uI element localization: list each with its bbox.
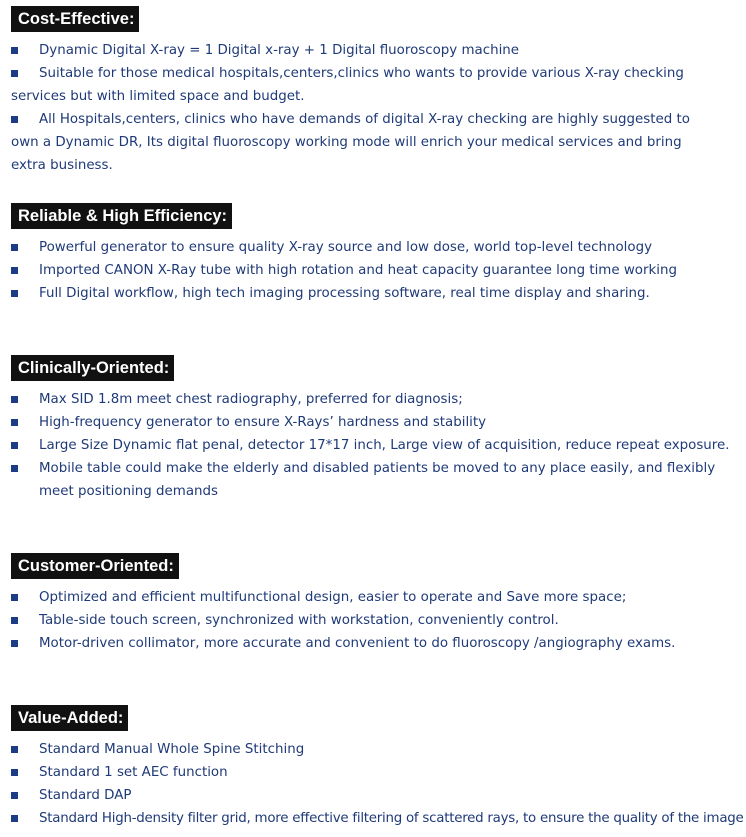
list-item — [11, 259, 736, 282]
square-bullet-icon — [11, 746, 18, 753]
list-item-text: Imported CANON X-Ray tube with high rotation and heat capacity guarantee long time working — [39, 263, 677, 278]
square-bullet-icon — [11, 769, 18, 776]
list-item-text: Full Digital workflow, high tech imaging processing software, real time display and sharing. — [39, 286, 650, 301]
square-bullet-icon — [11, 465, 18, 472]
square-bullet-icon — [11, 815, 18, 822]
list-item-text: Table-side touch screen, synchronized with workstation, conveniently control. — [39, 613, 559, 628]
square-bullet-icon — [11, 47, 18, 54]
list-item — [11, 457, 736, 503]
list-item — [11, 761, 736, 784]
square-bullet-icon — [11, 617, 18, 624]
list-item-text: Dynamic Digital X-ray = 1 Digital x-ray + 1 Digital fluoroscopy machine — [39, 43, 520, 58]
square-bullet-icon — [11, 640, 18, 647]
square-bullet-icon — [11, 419, 18, 426]
list-item — [11, 784, 736, 807]
square-bullet-icon — [11, 70, 18, 77]
list-item — [11, 807, 744, 830]
list-item-text: Standard DAP — [39, 788, 132, 803]
square-bullet-icon — [11, 116, 18, 123]
list-item — [11, 738, 736, 761]
list-item-text: Motor-driven collimator, more accurate and convenient to do fluoroscopy /angiography exams. — [39, 636, 676, 651]
list-item — [11, 632, 736, 655]
list-item-text: Max SID 1.8m meet chest radiography, preferred for diagnosis; — [39, 392, 463, 407]
list-item — [11, 586, 736, 609]
list-item-text: Powerful generator to ensure quality X-ray source and low dose, world top-level technology — [39, 240, 652, 255]
section-heading: Reliable & High Efficiency: — [11, 203, 232, 229]
list-item-text: Standard 1 set AEC function — [39, 765, 228, 780]
feature-list — [11, 738, 744, 830]
section-heading: Cost-Effective: — [11, 6, 139, 32]
square-bullet-icon — [11, 396, 18, 403]
feature-list — [11, 39, 736, 177]
list-item-text: Optimized and efficient multifunctional design, easier to operate and Save more space; — [39, 590, 627, 605]
feature-list — [11, 586, 736, 655]
list-item — [11, 411, 736, 434]
list-item — [11, 388, 736, 411]
list-item — [11, 236, 736, 259]
section-heading: Value-Added: — [11, 705, 128, 731]
list-item — [11, 282, 736, 305]
section-heading: Clinically-Oriented: — [11, 355, 174, 381]
list-item-text: Suitable for those medical hospitals,centers,clinics who wants to provide various X-ray checking services but with limited space and budget. — [11, 66, 684, 104]
section-reliable-efficiency — [11, 203, 736, 305]
list-item-text: Standard Manual Whole Spine Stitching — [39, 742, 305, 757]
list-item — [11, 39, 736, 62]
section-cost-effective — [11, 6, 736, 177]
feature-list — [11, 236, 736, 305]
section-clinically-oriented — [11, 355, 736, 503]
section-customer-oriented — [11, 553, 736, 655]
list-item — [11, 609, 736, 632]
list-item-text: Mobile table could make the elderly and disabled patients be moved to any place easily, and flexibly meet positioning demands — [39, 461, 716, 499]
list-item-text: Large Size Dynamic flat penal, detector 17*17 inch, Large view of acquisition, reduce repeat exposure. — [39, 438, 730, 453]
list-item-text: High-frequency generator to ensure X-Rays’ hardness and stability — [39, 415, 487, 430]
square-bullet-icon — [11, 792, 18, 799]
feature-list — [11, 388, 736, 503]
list-item — [11, 62, 736, 108]
section-heading: Customer-Oriented: — [11, 553, 179, 579]
list-item-text: Standard High-density filter grid, more effective filtering of scattered rays, to ensure the quality of the image — [39, 811, 744, 826]
square-bullet-icon — [11, 244, 18, 251]
list-item — [11, 434, 736, 457]
section-value-added — [11, 705, 744, 830]
square-bullet-icon — [11, 267, 18, 274]
square-bullet-icon — [11, 594, 18, 601]
square-bullet-icon — [11, 442, 18, 449]
list-item-text: All Hospitals,centers, clinics who have demands of digital X-ray checking are highly suggested to own a Dynamic DR, Its digital fluoroscopy working mode will enrich your medical services and bring extra business. — [11, 112, 690, 173]
list-item — [11, 108, 736, 177]
square-bullet-icon — [11, 290, 18, 297]
